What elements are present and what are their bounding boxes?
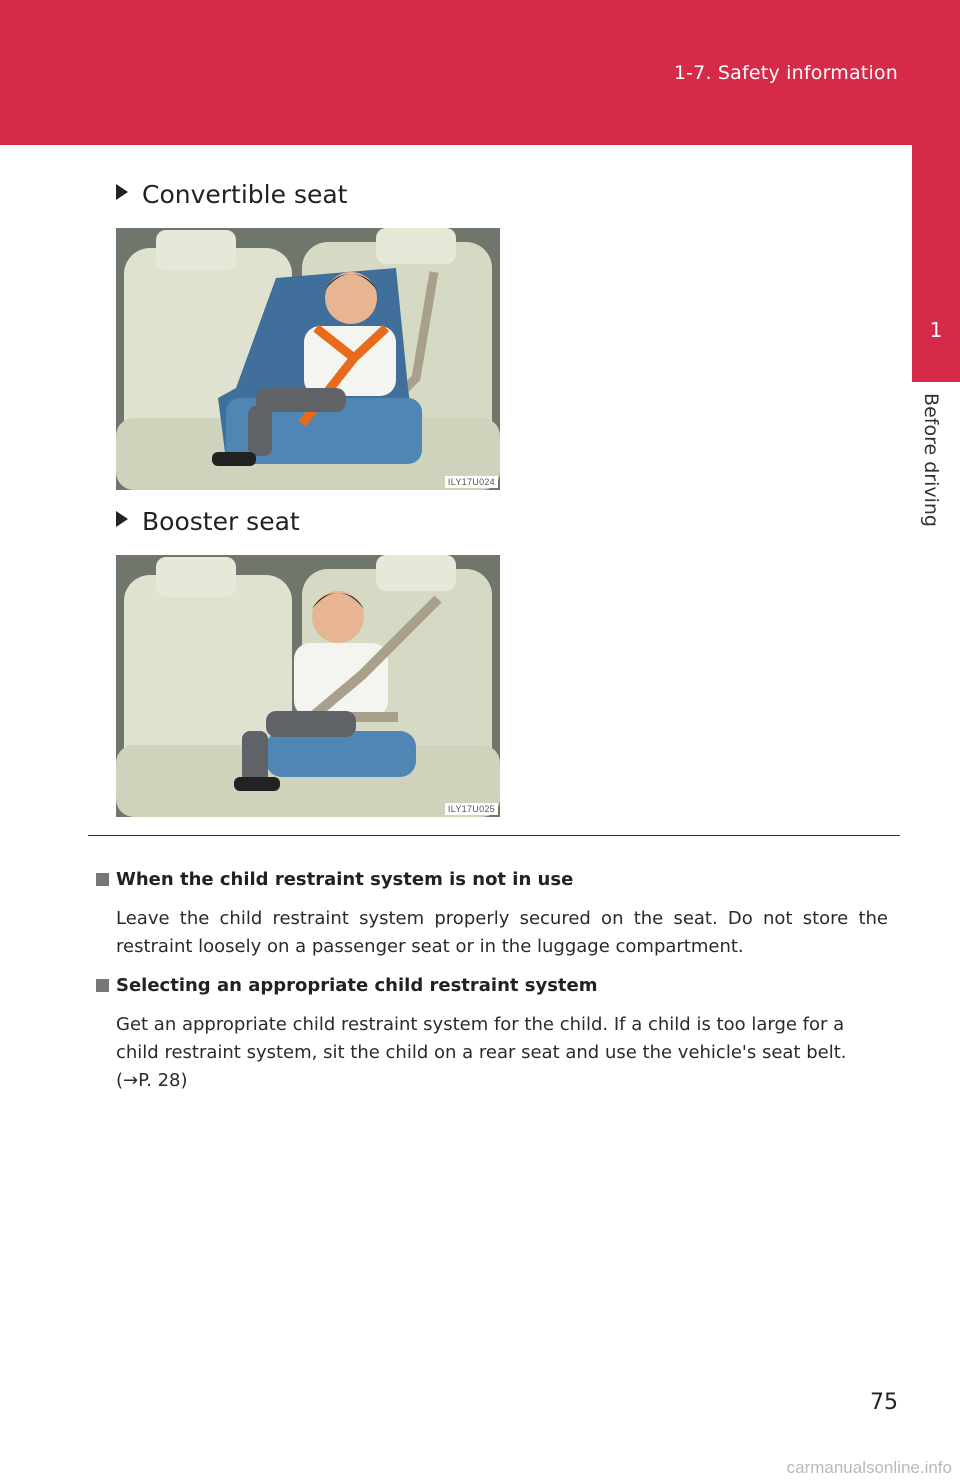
header-bar	[0, 0, 960, 145]
page-number: 75	[870, 1390, 898, 1415]
section-title: 1-7. Safety information	[673, 62, 898, 84]
note-heading-selecting	[96, 975, 598, 996]
note-body-text: Get an appropriate child restraint system for the child. If a child is too large for a child restraint system, sit the child on a rear seat and use the vehicle's seat belt.	[116, 1014, 847, 1063]
triangle-bullet-icon	[116, 511, 128, 527]
square-bullet-icon	[96, 979, 109, 992]
figure-code: ILY17U024	[445, 476, 498, 488]
figure-caption-text: Convertible seat	[142, 180, 348, 209]
convertible-seat-illustration	[116, 228, 500, 490]
chapter-tab	[912, 145, 960, 382]
note-body-selecting	[116, 1011, 888, 1095]
note-heading-text: When the child restraint system is not in use	[116, 869, 574, 890]
booster-seat-illustration	[116, 555, 500, 817]
note-body-not-in-use: Leave the child restraint system properly secured on the seat. Do not store the restraint loosely on a passenger seat or in the luggage compartment.	[116, 908, 888, 957]
figure-code: ILY17U025	[445, 803, 498, 815]
note-heading-not-in-use	[96, 869, 573, 890]
watermark: carmanualsonline.info	[786, 1458, 952, 1477]
figure-caption-booster	[116, 507, 300, 536]
chapter-label: Before driving	[920, 393, 942, 527]
chapter-number: 1	[929, 318, 943, 342]
page-reference-link[interactable]: (→P. 28)	[116, 1070, 188, 1091]
square-bullet-icon	[96, 873, 109, 886]
figure-caption-convertible	[116, 180, 347, 209]
section-divider	[88, 835, 900, 836]
note-heading-text: Selecting an appropriate child restraint system	[116, 975, 598, 996]
triangle-bullet-icon	[116, 184, 128, 200]
figure-caption-text: Booster seat	[142, 507, 300, 536]
